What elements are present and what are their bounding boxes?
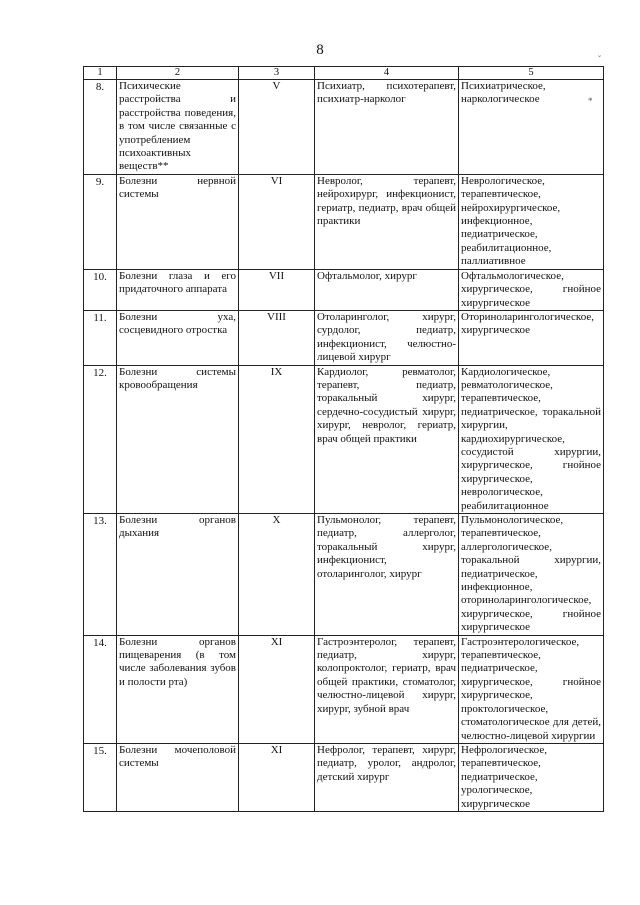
table-row [84, 80, 604, 175]
bed-profile: Гастроэнтерологическое, терапевтическое, педиатрическое, хирургическое, гнойное хирургическое, проктологическое, стоматологическое для детей, челюстно-лицевой хирургии [459, 635, 604, 743]
table-row [84, 310, 604, 365]
disease-class: V [239, 80, 315, 175]
table-row [84, 514, 604, 636]
column-number-5: 5 [459, 67, 604, 80]
disease-class: VII [239, 269, 315, 310]
specialists: Невролог, терапевт, нейрохирург, инфекционист, гериатр, педиатр, врач общей практики [315, 174, 459, 269]
bed-profile: Оториноларингологическое, хирургическое [459, 310, 604, 365]
corner-mark: ˘ [598, 54, 601, 64]
specialists: Кардиолог, ревматолог, терапевт, педиатр, торакальный хирург, сердечно-сосудистый хирург, хирург, невролог, гериатр, врач общей практики [315, 365, 459, 513]
column-number-1: 1 [84, 67, 117, 80]
bed-profile: Кардиологическое, ревматологическое, терапевтическое, педиатрическое, торакальной хирургии, кардиохирургическое, сосудистой хирургии, хирургическое, гнойное хирургическое, неврологическое, реабилитационное [459, 365, 604, 513]
row-number: 12. [84, 365, 117, 513]
row-number: 9. [84, 174, 117, 269]
specialists: Нефролог, терапевт, хирург, педиатр, уролог, андролог, детский хирург [315, 743, 459, 811]
disease-profile-table [83, 66, 604, 812]
specialists: Гастроэнтеролог, терапевт, педиатр, хирург, колопроктолог, гериатр, врач общей практики, стоматолог, челюстно-лицевой хирург, хирург, зубной врач [315, 635, 459, 743]
bed-profile: Пульмонологическое, терапевтическое, аллергологическое, торакальной хирургии, педиатрическое, инфекционное, оториноларингологическое, хирургическое, гнойное хирургическое [459, 514, 604, 636]
table-row [84, 174, 604, 269]
disease-group: Болезни системы кровообращения [117, 365, 239, 513]
disease-group: Психические расстройства и расстройства поведения, в том числе связанные с употреблением психоактивных веществ** [117, 80, 239, 175]
column-number-4: 4 [315, 67, 459, 80]
bed-profile: Неврологическое, терапевтическое, нейрохирургическое, инфекционное, педиатрическое, реабилитационное, паллиативное [459, 174, 604, 269]
disease-class: XI [239, 635, 315, 743]
table-row [84, 269, 604, 310]
table-row [84, 743, 604, 811]
bed-profile: Офтальмологическое, хирургическое, гнойное хирургическое [459, 269, 604, 310]
specialists: Отоларинголог, хирург, сурдолог, педиатр, инфекционист, челюстно-лицевой хирург [315, 310, 459, 365]
disease-group: Болезни глаза и его придаточного аппарата [117, 269, 239, 310]
column-number-2: 2 [117, 67, 239, 80]
disease-class: XI [239, 743, 315, 811]
specialists: Офтальмолог, хирург [315, 269, 459, 310]
row-number: 14. [84, 635, 117, 743]
disease-group: Болезни органов пищеварения (в том числе заболевания зубов и полости рта) [117, 635, 239, 743]
bed-profile: Нефрологическое, терапевтическое, педиатрическое, урологическое, хирургическое [459, 743, 604, 811]
disease-group: Болезни уха, сосцевидного отростка [117, 310, 239, 365]
table-row [84, 365, 604, 513]
disease-class: VIII [239, 310, 315, 365]
disease-class: X [239, 514, 315, 636]
disease-group: Болезни нервной системы [117, 174, 239, 269]
specialists: Психиатр, психотерапевт, психиатр-нарколог [315, 80, 459, 175]
row-number: 13. [84, 514, 117, 636]
column-number-3: 3 [239, 67, 315, 80]
row-number: 10. [84, 269, 117, 310]
row-number: 11. [84, 310, 117, 365]
table-row [84, 635, 604, 743]
table-header-row [84, 67, 604, 80]
row-number: 8. [84, 80, 117, 175]
disease-group: Болезни органов дыхания [117, 514, 239, 636]
disease-class: IX [239, 365, 315, 513]
page-number: 8 [316, 42, 324, 58]
disease-class: VI [239, 174, 315, 269]
stray-mark: * [588, 96, 593, 106]
bed-profile: Психиатрическое, наркологическое [459, 80, 604, 175]
specialists: Пульмонолог, терапевт, педиатр, аллерголог, торакальный хирург, инфекционист, отоларинголог, хирург [315, 514, 459, 636]
disease-group: Болезни мочеполовой системы [117, 743, 239, 811]
row-number: 15. [84, 743, 117, 811]
